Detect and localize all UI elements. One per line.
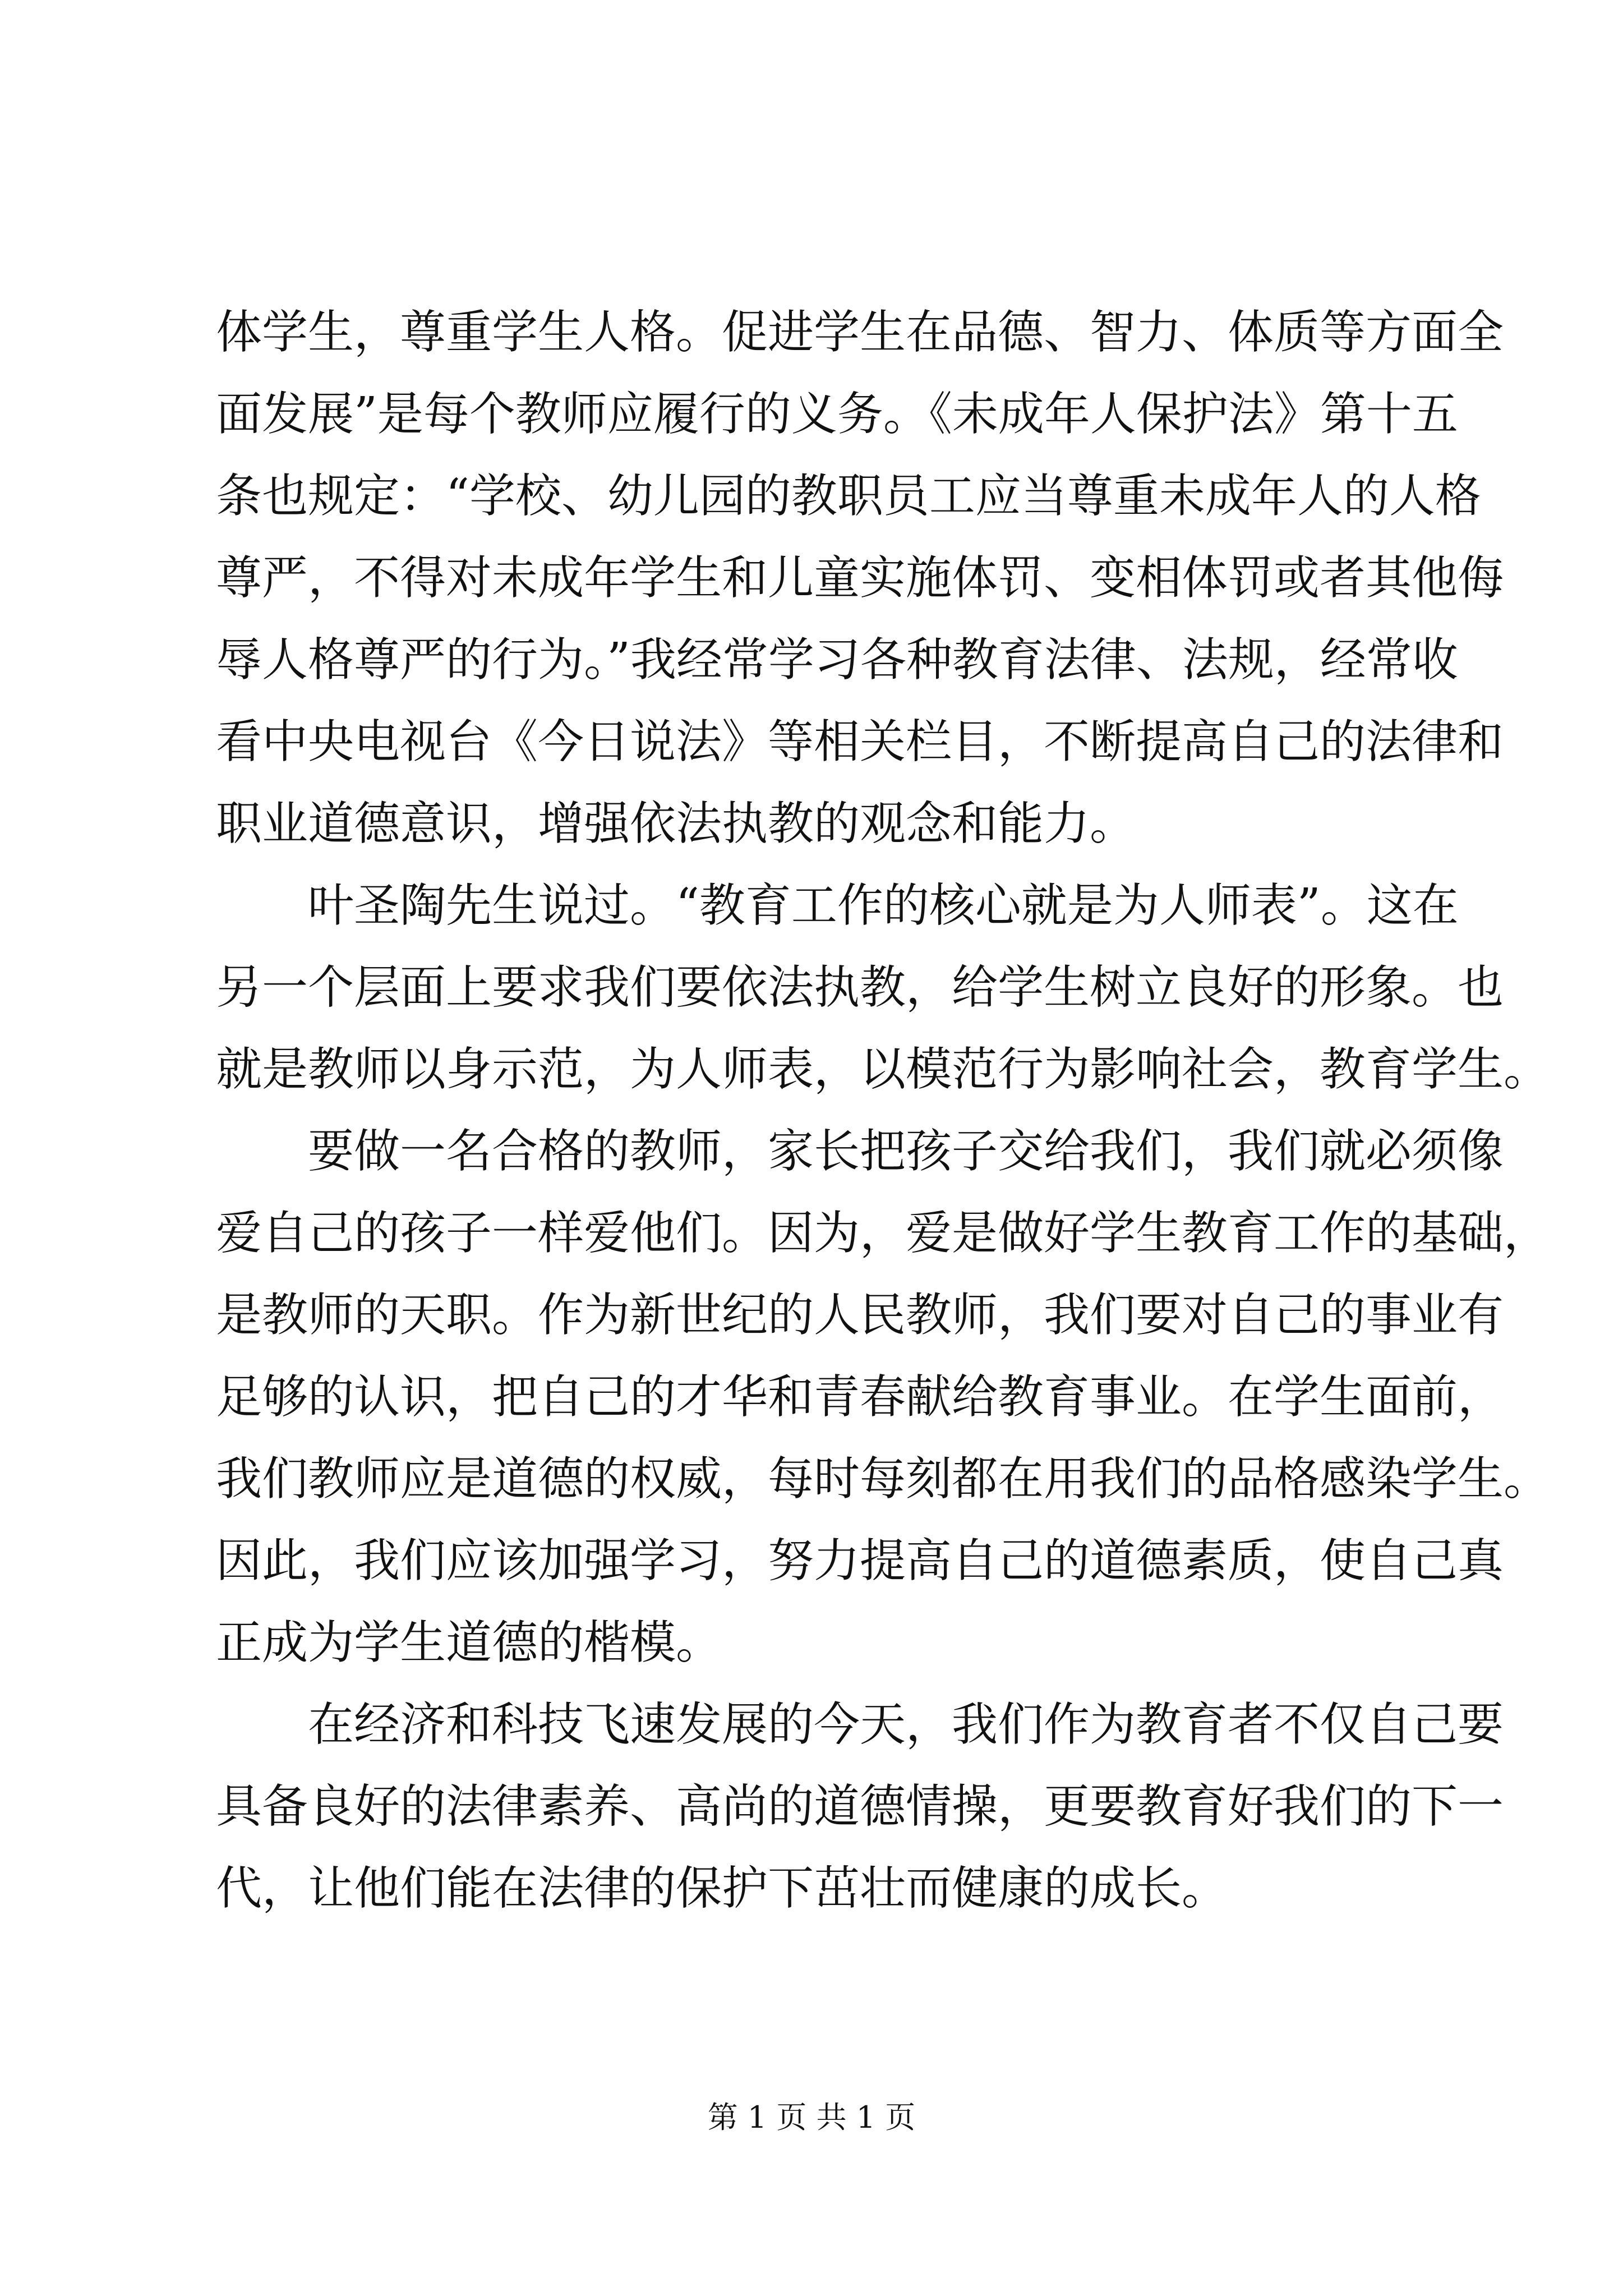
paragraph-1 [216, 292, 1504, 865]
text-line: 尊严，不得对未成年学生和儿童实施体罚、变相体罚或者其他侮 [216, 551, 1504, 605]
paragraph-4 [216, 1684, 1504, 1930]
paragraph-2 [216, 865, 1550, 1111]
text-line: 在经济和科技飞速发展的今天，我们作为教育者不仅自己要 [308, 1698, 1504, 1751]
text-line: 就是教师以身示范，为人师表，以模范行为影响社会，教育学生。 [216, 1043, 1550, 1096]
text-line: 足够的认识，把自己的才华和青春献给教育事业。在学生面前， [216, 1370, 1504, 1424]
text-line: 另一个层面上要求我们要依法执教，给学生树立良好的形象。也 [216, 961, 1504, 1014]
text-line: 代，让他们能在法律的保护下茁壮而健康的成长。 [216, 1862, 1228, 1915]
text-line: 正成为学生道德的楷模。 [216, 1616, 722, 1669]
text-line: 职业道德意识，增强依法执教的观念和能力。 [216, 797, 1136, 850]
text-line: 要做一名合格的教师，家长把孩子交给我们，我们就必须像 [308, 1125, 1504, 1178]
text-line: 辱人格尊严的行为。”我经常学习各种教育法律、法规，经常收 [216, 633, 1458, 687]
text-line: 爱自己的孩子一样爱他们。因为，爱是做好学生教育工作的基础， [216, 1207, 1550, 1260]
text-line: 叶圣陶先生说过。“教育工作的核心就是为人师表”。这在 [308, 879, 1459, 932]
page-number-footer: 第 1 页 共 1 页 [707, 2100, 916, 2135]
text-line: 面发展”是每个教师应履行的义务。《未成年人保护法》第十五 [216, 388, 1458, 441]
text-line: 体学生，尊重学生人格。促进学生在品德、智力、体质等方面全 [216, 306, 1504, 359]
text-line: 看中央电视台《今日说法》等相关栏目，不断提高自己的法律和 [216, 715, 1504, 769]
paragraph-3 [216, 1111, 1550, 1684]
text-line: 因此，我们应该加强学习，努力提高自己的道德素质，使自己真 [216, 1534, 1504, 1588]
text-line: 条也规定：“学校、幼儿园的教职员工应当尊重未成年人的人格 [216, 470, 1481, 523]
text-line: 我们教师应是道德的权威，每时每刻都在用我们的品格感染学生。 [216, 1452, 1550, 1506]
document-body [216, 292, 1550, 1930]
text-line: 具备良好的法律素养、高尚的道德情操，更要教育好我们的下一 [216, 1780, 1504, 1833]
text-line: 是教师的天职。作为新世纪的人民教师，我们要对自己的事业有 [216, 1289, 1504, 1342]
